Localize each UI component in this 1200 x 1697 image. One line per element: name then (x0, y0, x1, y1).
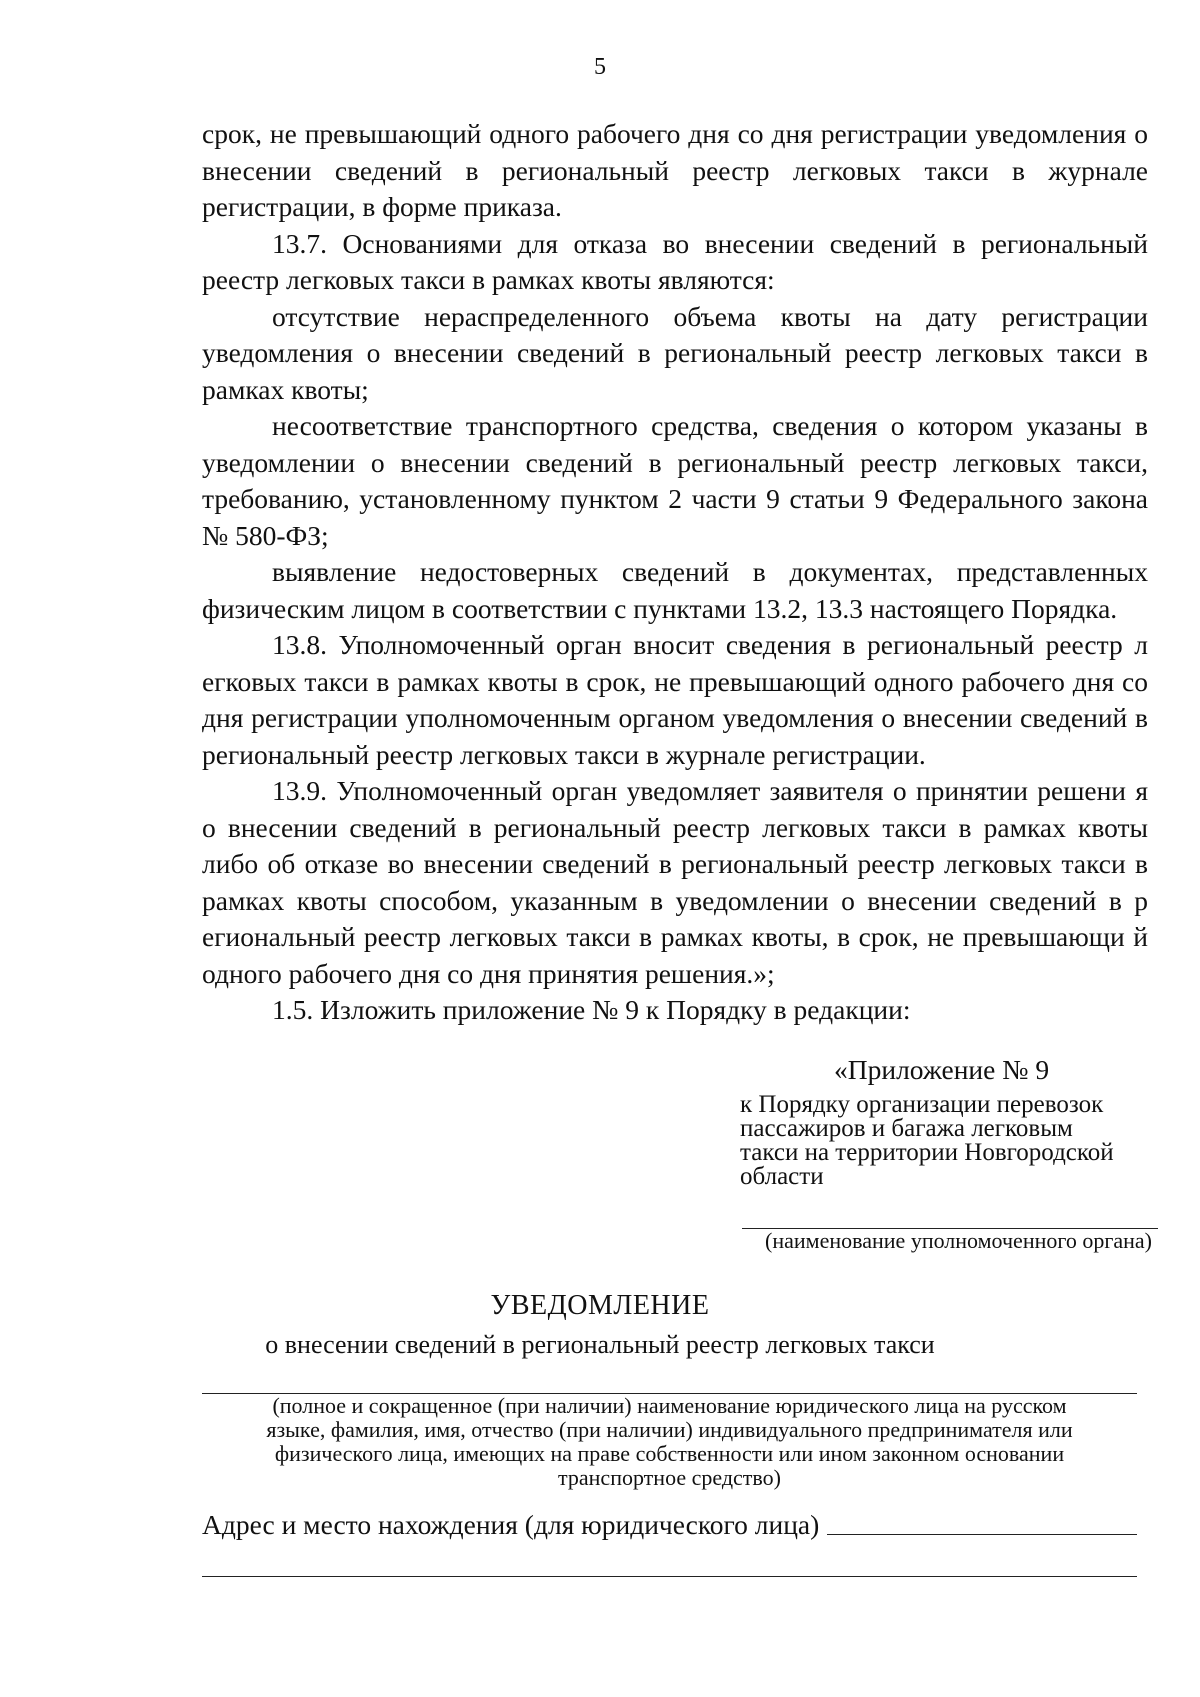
paragraph: выявление недостоверных сведений в документах, представленных физическим лицом в соответствии с пунктами 13.2, 13.3 настоящего Порядка. (202, 556, 1148, 624)
appendix-line: к Порядку организации перевозок (740, 1091, 1104, 1118)
appendix-line: области (740, 1163, 824, 1190)
paragraph: 13.9. Уполномоченный орган уведомляет заявителя о принятии решени я о внесении сведений в региональный реестр легковых такси в рамках квоты либо об отказе во внесении сведений в региональный реестр легковых такси в рамках квоты способом, указанным в уведомлении о внесении сведений в р егиональный реестр легковых такси в рамках квоты, в срок, не превышающи й одного рабочего дня со дня принятия решения.»; (202, 775, 1148, 989)
document-body (202, 116, 1148, 1029)
page-number: 5 (594, 54, 606, 80)
appendix-line: такси на территории Новгородской (740, 1139, 1114, 1166)
authority-caption: (наименование уполномоченного органа) (765, 1228, 1152, 1253)
address-blank-field (827, 1508, 1137, 1535)
paragraph: отсутствие нераспределенного объема квоты на дату регистрации уведомления о внесении сведений в региональный реестр легковых такси в рамках квоты; (202, 300, 1148, 405)
appendix-header (740, 1053, 1160, 1189)
paragraph: 13.8. Уполномоченный орган вносит сведения в региональный реестр л егковых такси в рамках квоты в срок, не превышающий одного рабочего дня со дня регистрации уполномоченным органом уведомления о внесении сведений в региональный реестр легковых такси в журнале регистрации. (202, 629, 1148, 770)
paragraph: срок, не превышающий одного рабочего дня со дня регистрации уведомления о внесении сведений в региональный реестр легковых такси в журнале регистрации, в форме приказа. (202, 118, 1148, 222)
notice-title: УВЕДОМЛЕНИЕ (490, 1290, 710, 1321)
address-row (202, 1508, 1137, 1541)
entity-caption-line: (полное и сокращенное (при наличии) наименование юридического лица на русском (272, 1393, 1067, 1418)
entity-caption-line: физического лица, имеющих на праве собственности или ином законном основании (274, 1441, 1065, 1466)
appendix-subtitle (740, 1093, 1160, 1189)
entity-caption-line: языке, фамилия, имя, отчество (при наличии) индивидуального предпринимателя или (266, 1417, 1073, 1442)
notice-subtitle: о внесении сведений в региональный реестр легковых такси (265, 1330, 935, 1359)
entity-caption-line: транспортное средство) (558, 1465, 781, 1490)
paragraph: 13.7. Основаниями для отказа во внесении сведений в региональный реестр легковых такси в рамках квоты являются: (202, 227, 1148, 295)
address-label: Адрес и место нахождения (для юридического лица) (202, 1509, 820, 1540)
address-second-line (202, 1576, 1137, 1577)
paragraph: 1.5. Изложить приложение № 9 к Порядку в редакции: (272, 994, 911, 1025)
paragraph: несоответствие транспортного средства, сведения о котором указаны в уведомлении о внесении сведений в региональный реестр легковых такси, требованию, установленному пунктом 2 части 9 статьи 9 Федерального закона № 580-ФЗ; (202, 410, 1148, 551)
appendix-title: «Приложение № 9 (834, 1054, 1050, 1085)
entity-caption (202, 1394, 1137, 1490)
appendix-line: пассажиров и багажа легковым (740, 1115, 1073, 1142)
